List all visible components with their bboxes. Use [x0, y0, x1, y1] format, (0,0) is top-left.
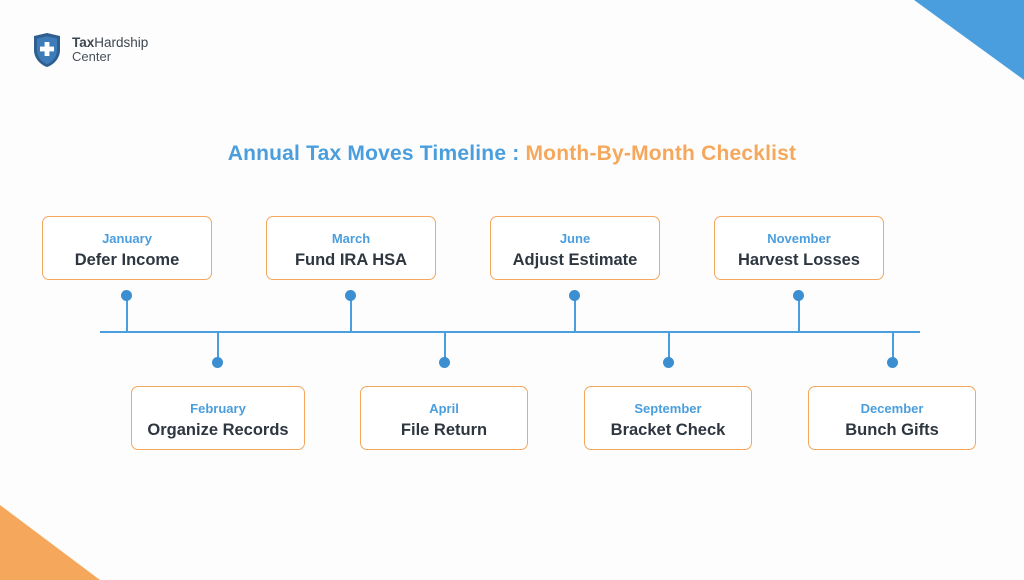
- card-month-label: February: [190, 401, 246, 416]
- brand-line2: Center: [72, 49, 112, 65]
- card-month-label: January: [102, 231, 152, 246]
- timeline-dot-december: [887, 357, 898, 368]
- connector-june: [574, 297, 576, 331]
- shield-medical-icon: [32, 32, 62, 68]
- card-month-label: June: [559, 231, 591, 246]
- card-action-label: Harvest Losses: [738, 251, 860, 269]
- timeline-card-december[interactable]: [808, 386, 976, 450]
- timeline-card-september[interactable]: [584, 386, 752, 450]
- brand-logo: [32, 32, 148, 68]
- card-month-label: March: [331, 231, 371, 246]
- timeline-card-january[interactable]: [42, 216, 212, 280]
- timeline-dot-september: [663, 357, 674, 368]
- card-action-label: Fund IRA HSA: [294, 251, 408, 269]
- connector-november: [798, 297, 800, 331]
- card-action-label: File Return: [400, 421, 488, 439]
- decorative-corner-top-right: [914, 0, 1024, 80]
- timeline-card-april[interactable]: [360, 386, 528, 450]
- timeline-card-november[interactable]: [714, 216, 884, 280]
- card-action-label: Bracket Check: [610, 421, 726, 439]
- card-month-label: September: [634, 401, 702, 416]
- card-month-label: December: [860, 401, 924, 416]
- timeline-dot-february: [212, 357, 223, 368]
- timeline-dot-november: [793, 290, 804, 301]
- page-title-primary: Annual Tax Moves Timeline :: [227, 142, 526, 165]
- card-action-label: Defer Income: [74, 251, 180, 269]
- brand-line1-bold: Tax: [72, 34, 95, 50]
- card-action-label: Organize Records: [147, 421, 289, 439]
- brand-wordmark: [72, 35, 148, 65]
- connector-march: [350, 297, 352, 331]
- timeline-card-march[interactable]: [266, 216, 436, 280]
- page-title: [0, 142, 1024, 166]
- timeline-dot-april: [439, 357, 450, 368]
- brand-line1-thin: Hardship: [94, 34, 149, 50]
- timeline-dot-june: [569, 290, 580, 301]
- card-month-label: November: [767, 231, 831, 246]
- timeline-card-february[interactable]: [131, 386, 305, 450]
- timeline-dot-march: [345, 290, 356, 301]
- page-title-secondary: Month-By-Month Checklist: [525, 142, 797, 165]
- card-action-label: Bunch Gifts: [845, 421, 939, 439]
- connector-january: [126, 297, 128, 331]
- timeline-card-june[interactable]: [490, 216, 660, 280]
- card-month-label: April: [429, 401, 459, 416]
- decorative-corner-bottom-left: [0, 505, 100, 580]
- card-action-label: Adjust Estimate: [512, 251, 638, 269]
- timeline-dot-january: [121, 290, 132, 301]
- timeline-axis: [100, 331, 920, 333]
